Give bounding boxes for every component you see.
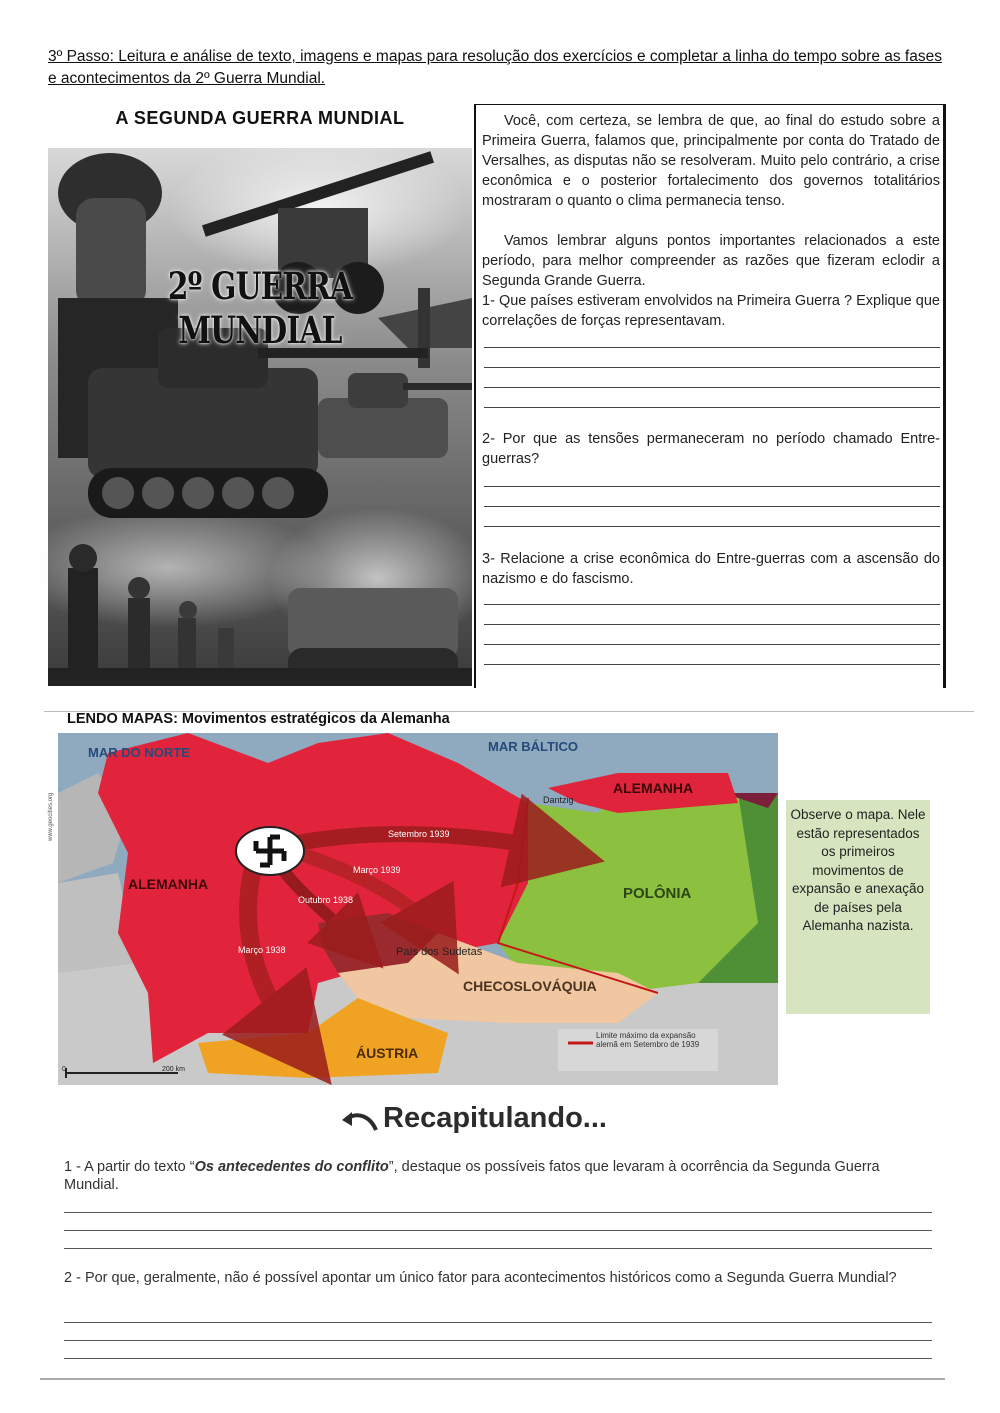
intro-textbox: [474, 104, 946, 688]
intro-paragraph-2: Vamos lembrar alguns pontos importantes relacionados a este período, para melhor compreender as razões que fizeram eclodir a Segunda Grande Guerra.: [482, 233, 940, 289]
north-sea-label: MAR DO NORTE: [88, 745, 190, 760]
sep-1939-label: Setembro 1939: [388, 829, 450, 839]
map-credit: www.geocities.org: [48, 792, 54, 841]
germany-expansion-map: [48, 733, 778, 1085]
mar-1938-label: Março 1938: [238, 945, 286, 955]
answer-line[interactable]: [484, 664, 940, 665]
recap-question-1: 1 - A partir do texto “Os antecedentes do conflito”, destaque os possíveis fatos que levaram à ocorrência da Segunda Guerra Mundial.: [64, 1159, 880, 1193]
answer-line[interactable]: [64, 1340, 932, 1341]
answer-line[interactable]: [484, 644, 940, 645]
question-3: 3- Relacione a crise econômica do Entre-guerras com a ascensão do nazismo e do fascismo.: [482, 551, 940, 587]
answer-line[interactable]: [484, 347, 940, 348]
back-arrow-icon: [340, 1108, 380, 1134]
map-legend-text: Limite máximo da expansão alemã em Setembro de 1939: [596, 1031, 700, 1049]
answer-line[interactable]: [484, 407, 940, 408]
answer-line[interactable]: [64, 1358, 932, 1359]
map-observation-box: Observe o mapa. Nele estão representados os primeiros movimentos de expansão e anexação de países pela Alemanha nazista.: [786, 800, 930, 1014]
question-2: 2- Por que as tensões permaneceram no período chamado Entre-guerras?: [482, 431, 940, 467]
oct-1938-label: Outubro 1938: [298, 895, 354, 905]
answer-line[interactable]: [484, 367, 940, 368]
answer-line[interactable]: [484, 387, 940, 388]
answer-line[interactable]: [484, 506, 940, 507]
poland-label: POLÔNIA: [623, 885, 692, 902]
germany-label: ALEMANHA: [128, 876, 209, 892]
recap-question-2: 2 - Por que, geralmente, não é possível apontar um único fator para acontecimentos históricos como a Segunda Guerra Mundial?: [64, 1270, 897, 1286]
baltic-sea-label: MAR BÁLTICO: [488, 739, 579, 754]
poster-title: A SEGUNDA GUERRA MUNDIAL: [115, 108, 405, 128]
intro-paragraph-1: Você, com certeza, se lembra de que, ao final do estudo sobre a Primeira Guerra, falamos que, principalmente por conta do Tratado de Versalhes, as disputas não se resolveram. Muito pelo contrário, a crise econômica e o posterior fortalecimento dos governos totalitários mostraram o quanto o clima permanecia tenso.: [482, 113, 940, 209]
answer-line[interactable]: [64, 1248, 932, 1249]
sudetes-label: País dos Sudetas: [396, 946, 483, 958]
answer-line[interactable]: [484, 624, 940, 625]
answer-line[interactable]: [64, 1212, 932, 1213]
danzig-label: Dantzig: [543, 795, 574, 805]
swastika-emblem: [236, 827, 304, 875]
mar-1939-label: Março 1939: [353, 865, 401, 875]
bottom-divider: [40, 1378, 945, 1380]
czechoslovakia-label: CHECOSLOVÁQUIA: [463, 978, 597, 994]
answer-line[interactable]: [64, 1230, 932, 1231]
war-poster: [48, 104, 472, 686]
answer-line[interactable]: [64, 1322, 932, 1323]
question-1: 1- Que países estiveram envolvidos na Primeira Guerra ? Explique que correlações de forças representavam.: [482, 293, 940, 329]
recap-title: Recapitulando...: [383, 1102, 607, 1134]
step-instruction: 3º Passo: Leitura e análise de texto, imagens e mapas para resolução dos exercícios e completar a linha do tempo sobre as fases e acontecimentos da 2º Guerra Mundial.: [48, 48, 942, 87]
answer-line[interactable]: [484, 486, 940, 487]
war-collage-image: [48, 148, 472, 686]
poster-overlay-title: 2º GUERRA MUNDIAL: [167, 264, 353, 352]
answer-line[interactable]: [484, 526, 940, 527]
scale-label: 200 km: [162, 1066, 185, 1073]
map-section-title: LENDO MAPAS: Movimentos estratégicos da Alemanha: [67, 711, 450, 727]
east-germany-label: ALEMANHA: [613, 780, 694, 796]
austria-label: ÁUSTRIA: [356, 1045, 419, 1061]
answer-line[interactable]: [484, 604, 940, 605]
scale-zero-label: 0: [62, 1066, 66, 1073]
